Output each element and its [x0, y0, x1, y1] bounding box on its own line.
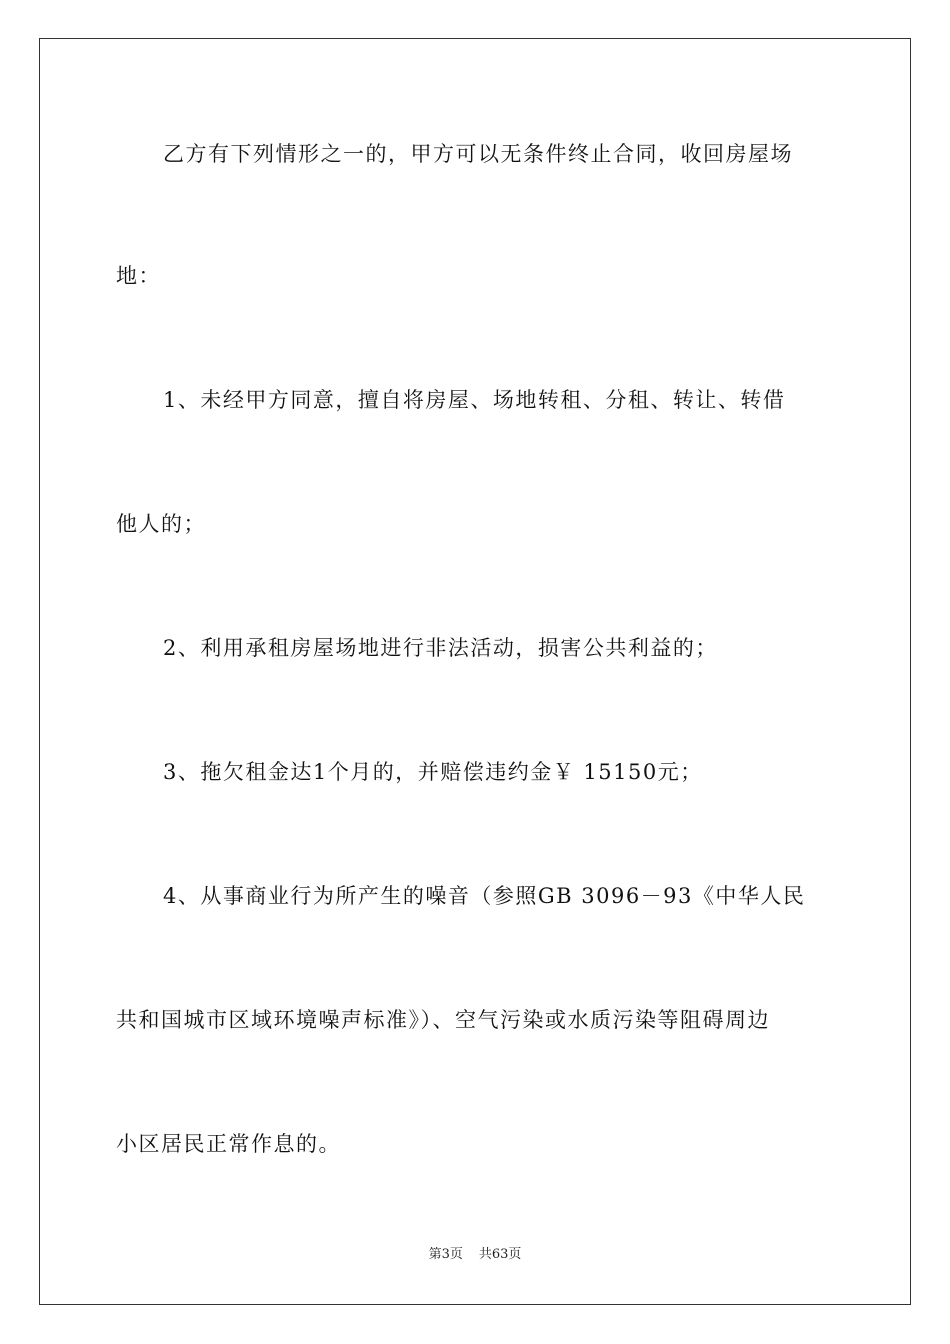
paragraph-line-2: 地：	[116, 264, 161, 288]
page-number: 第3页	[428, 1247, 463, 1262]
page-footer	[0, 1243, 950, 1262]
paragraph-line-7: 4、从事商业行为所产生的噪音（参照GB 3096－93《中华人民	[163, 884, 806, 908]
paragraph-line-5: 2、利用承租房屋场地进行非法活动，损害公共利益的；	[163, 636, 718, 660]
page-border	[39, 38, 911, 1305]
paragraph-line-9: 小区居民正常作息的。	[116, 1132, 341, 1156]
paragraph-line-6: 3、拖欠租金达1个月的，并赔偿违约金￥ 15150元；	[163, 760, 703, 784]
paragraph-line-4: 他人的；	[116, 512, 206, 536]
page-total: 共63页	[478, 1247, 522, 1262]
paragraph-line-1: 乙方有下列情形之一的，甲方可以无条件终止合同，收回房屋场	[163, 142, 793, 166]
paragraph-line-8: 共和国城市区域环境噪声标准》）、空气污染或水质污染等阻碍周边	[116, 1008, 770, 1032]
paragraph-line-3: 1、未经甲方同意，擅自将房屋、场地转租、分租、转让、转借	[163, 388, 786, 412]
